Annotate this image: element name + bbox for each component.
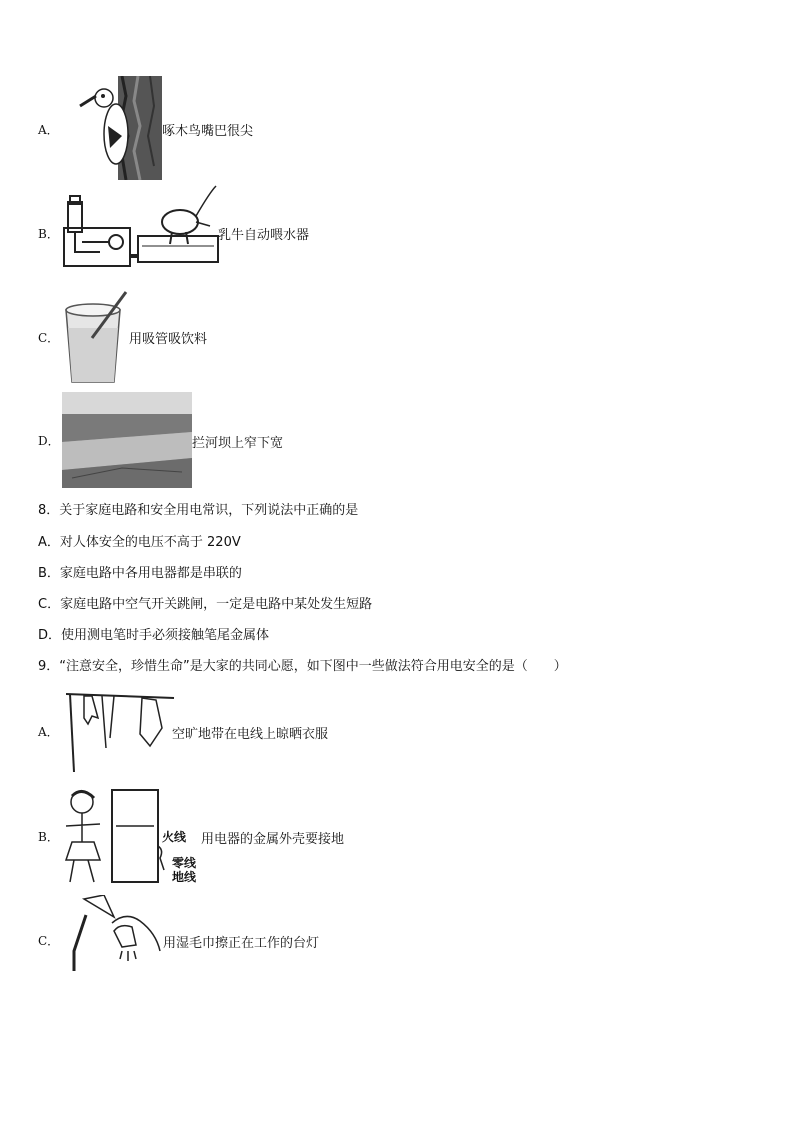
option-caption-c: 用湿毛巾擦正在工作的台灯: [163, 936, 320, 951]
question-8-option-d: D．使用测电笔时手必须接触笔尾金属体: [38, 628, 270, 643]
clothes-on-wire-image: [66, 688, 176, 776]
cow-water-feeder-image: [60, 182, 220, 276]
option-caption-c: 用吸管吸饮料: [129, 332, 208, 347]
option-caption-a: 空旷地带在电线上晾晒衣服: [172, 727, 329, 742]
question-9-stem: 9．“注意安全，珍惜生命”是大家的共同心愿，如下图中一些做法符合用电安全的是（ ）: [38, 659, 567, 674]
option-letter-a: A．: [38, 725, 59, 739]
woodpecker-image: [78, 76, 162, 180]
option-letter-b: B．: [38, 830, 59, 844]
question-8-option-b: B．家庭电路中各用电器都是串联的: [38, 566, 242, 581]
wet-towel-lamp-image: [60, 895, 164, 975]
option-caption-b: 用电器的金属外壳要接地: [201, 832, 345, 847]
neutral-wire-label: 零线: [172, 856, 197, 870]
question-8-stem: 8．关于家庭电路和安全用电常识，下列说法中正确的是: [38, 503, 359, 518]
option-letter-c: C．: [38, 934, 60, 948]
live-wire-label: 火线: [162, 830, 187, 844]
dam-image: [62, 392, 192, 488]
option-letter-b: B．: [38, 227, 59, 241]
question-8-option-a: A．对人体安全的电压不高于 220V: [38, 535, 241, 550]
ground-wire-label: 地线: [172, 870, 197, 884]
option-letter-c: C．: [38, 331, 60, 345]
option-letter-d: D．: [38, 434, 60, 448]
option-letter-a: A．: [38, 123, 59, 137]
option-caption-d: 拦河坝上窄下宽: [192, 436, 284, 451]
question-8-option-c: C．家庭电路中空气开关跳闸，一定是电路中某处发生短路: [38, 597, 373, 612]
option-caption-a: 啄木鸟嘴巴很尖: [162, 124, 254, 139]
drink-straw-image: [62, 288, 130, 384]
option-caption-b: 乳牛自动喂水器: [218, 228, 310, 243]
